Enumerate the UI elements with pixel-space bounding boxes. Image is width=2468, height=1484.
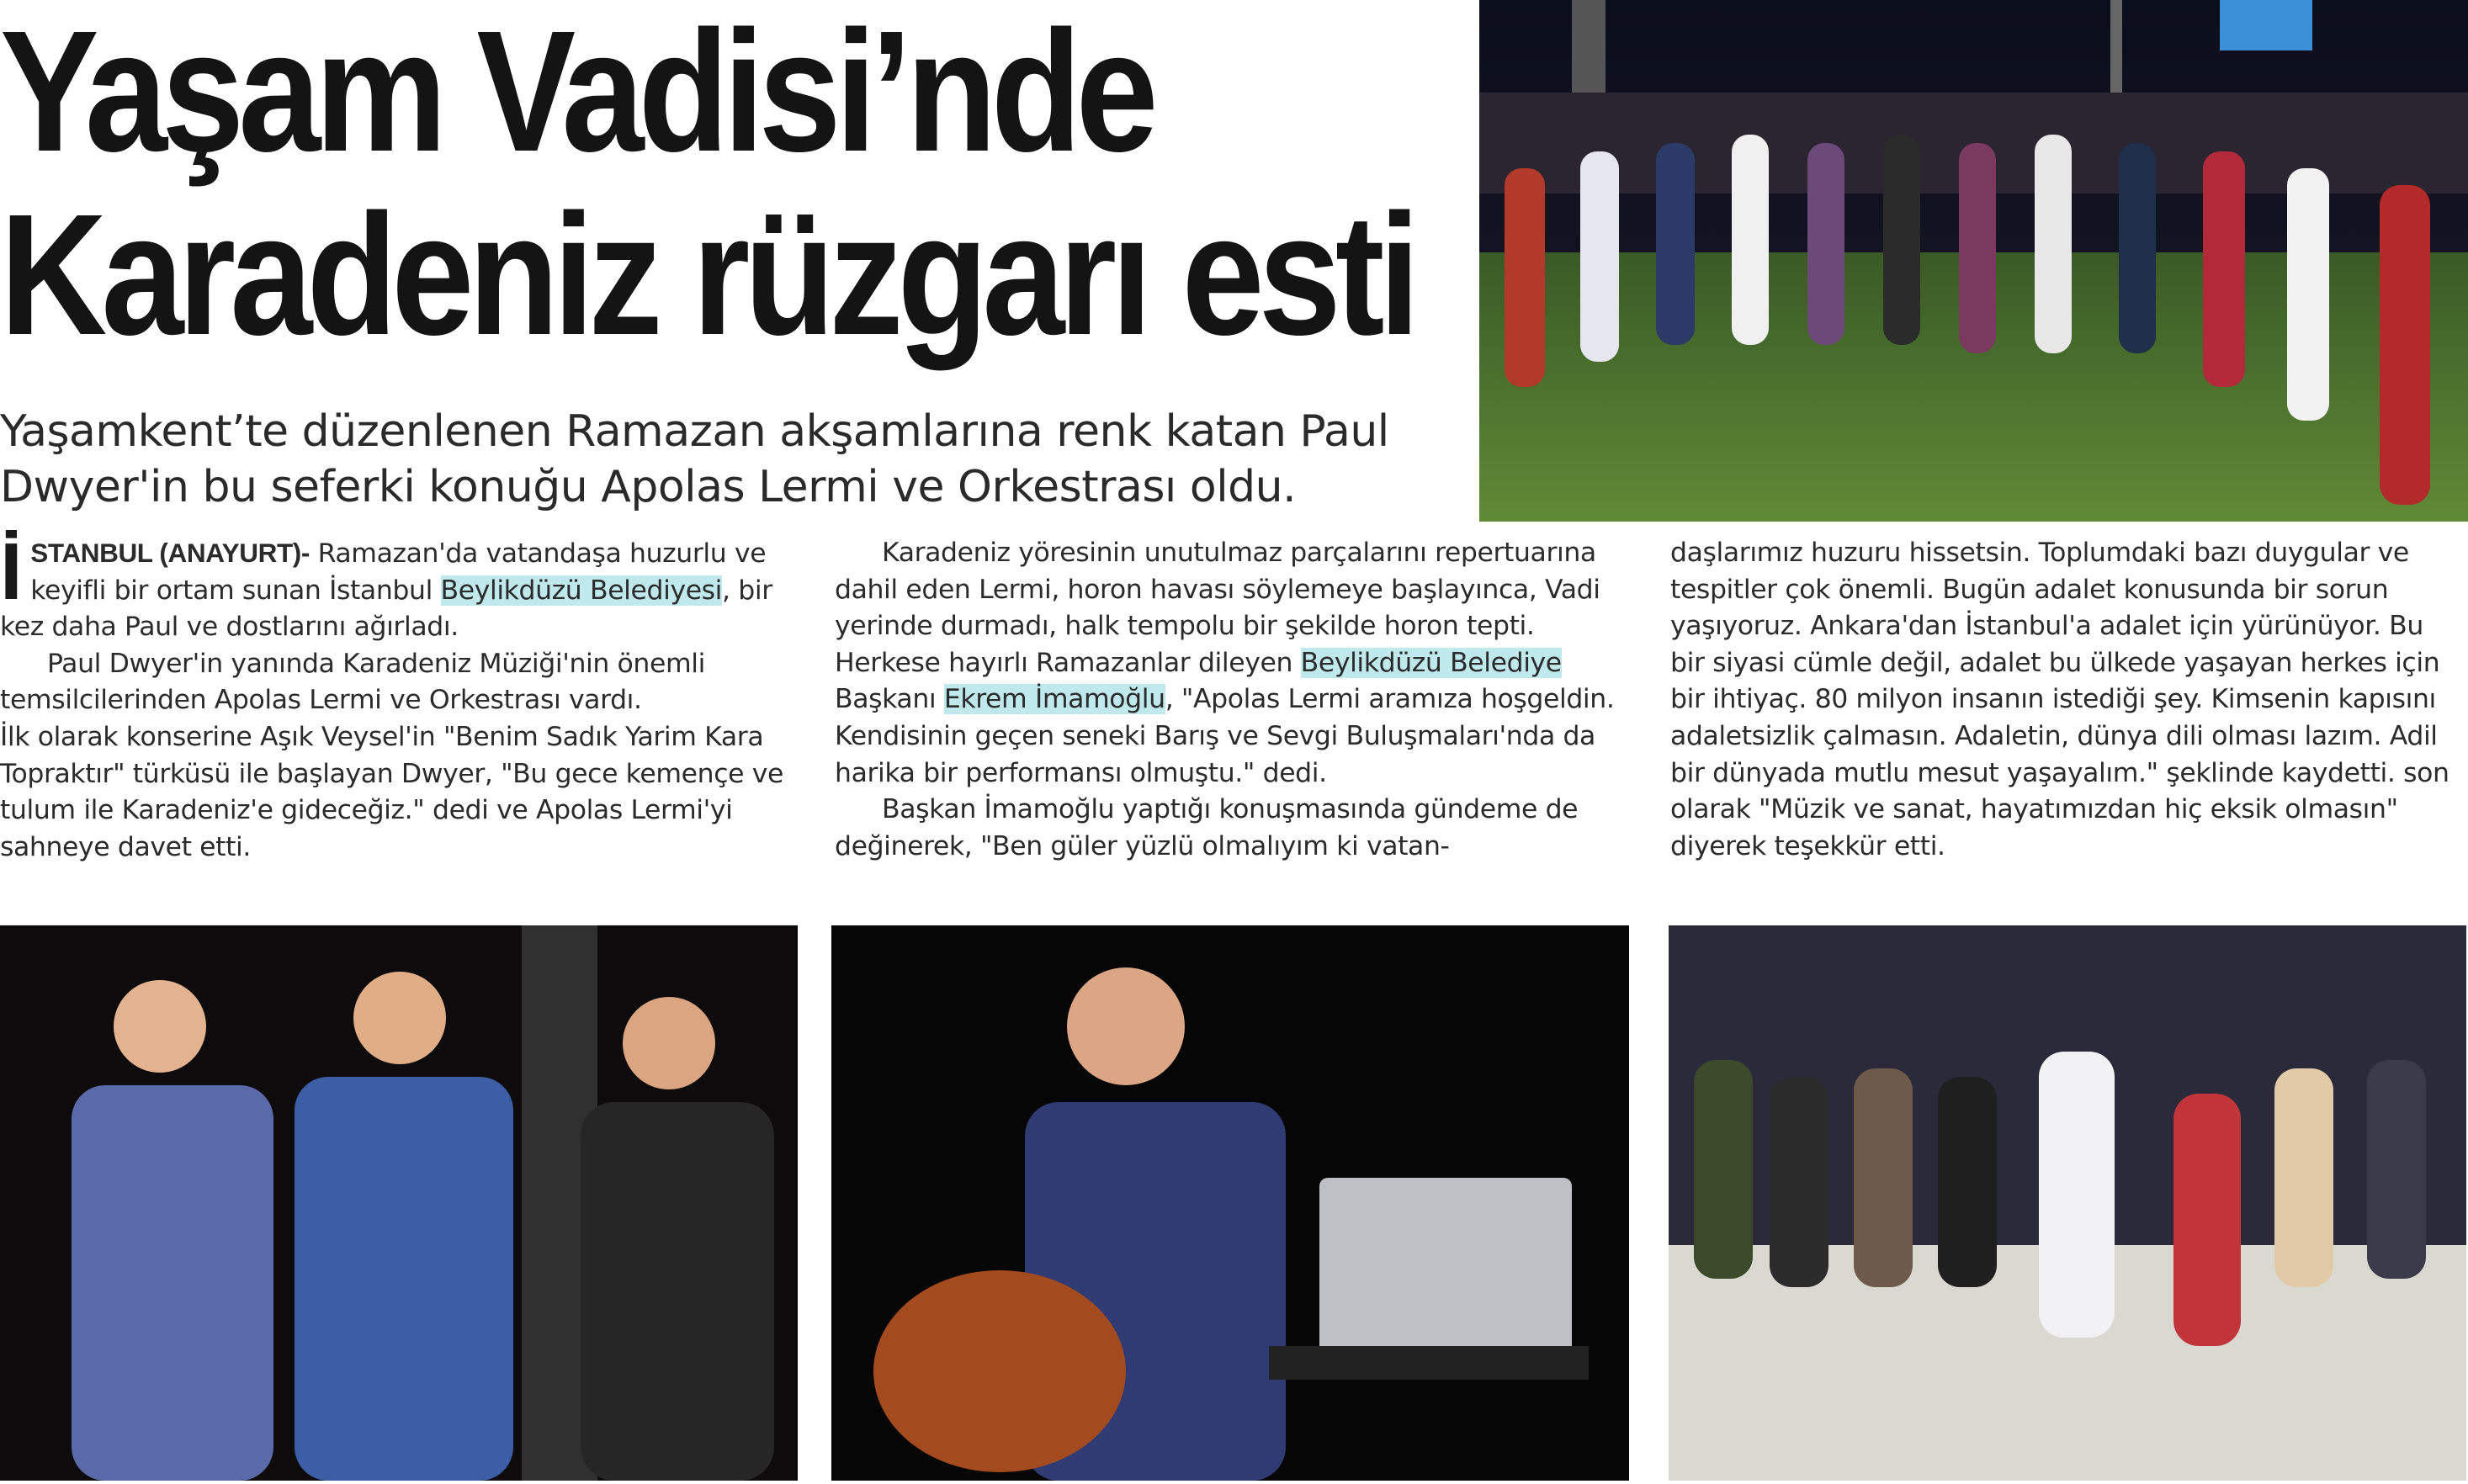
headline-line-2: Karadeniz rüzgarı esti: [0, 178, 1414, 371]
col3-paragraph-1: daşlarımız huzuru hissetsin. Toplumdaki bazı duygular ve tespitler çok önemli. Bugün adalet konusunda bir sorun yaşıyoruz. Ankara'dan İstanbul'a adalet için yürünüyor. Bu bir siyasi cümle değil, adalet bu ülkede yaşayan herkes için bir ihtiyaç. 80 milyon insanın istediği şey. Kimsenin kapısını adaletsizlik çalmasın. Adaletin, dünya dili olması lazım. Adil bir dünyada mutlu mesut yaşayalım." şeklinde kaydetti. son olarak "Müzik ve sanat, hayatımızdan hiç eksik olmasın" diyerek teşekkür etti.: [1670, 538, 2449, 861]
col1-paragraph-2: Paul Dwyer'in yanında Karadeniz Müziği'nin önemli temsilcilerinden Apolas Lermi ve Orkestrası vardı.: [0, 648, 705, 716]
dateline: STANBUL (ANAYURT)-: [30, 538, 310, 568]
photo-audience-dancing: [1669, 925, 2466, 1481]
article-column-1: [0, 527, 794, 866]
photo-stage-speakers: [0, 925, 798, 1481]
link-ekrem-imamoglu: Ekrem İmamoğlu: [943, 684, 1165, 715]
col2-p1-text-a: Karadeniz yöresinin unutulmaz parçalarını repertuarına dahil eden Lermi, horon havası söylemeye başlayınca, Vadi yerinde durmadı, halk tempolu bir şekilde horon tepti. Herkese hayırlı Ramazanlar dileyen: [835, 538, 1600, 678]
dropcap: İ: [0, 527, 23, 617]
subheadline: Yaşamkent’te düzenlenen Ramazan akşamlarına renk katan Paul Dwyer'in bu seferki konuğu Apolas Lermi ve Orkestrası oldu.: [0, 406, 1389, 512]
link-beylikduzu-belediye: Beylikdüzü Belediye: [1300, 647, 1562, 678]
col2-paragraph-2: Başkan İmamoğlu yaptığı konuşmasında gündeme de değinerek, "Ben güler yüzlü olmalıyım ki vatan-: [835, 794, 1579, 861]
link-beylikduzu-belediyesi: Beylikdüzü Belediyesi: [440, 575, 723, 606]
article-column-3: [1670, 535, 2465, 865]
photo-guitarist-laptop: [831, 925, 1629, 1481]
col1-p1-text-a: Ramazan'da vatandaşa huzurlu ve keyifli bir ortam sunan İstanbul: [30, 538, 767, 606]
col1-p1-text-b: , bir kez daha Paul ve dostlarını ağırladı.: [0, 575, 772, 643]
article-column-2: [835, 535, 1629, 865]
headline: [0, 0, 1414, 371]
col2-p1-text-c: , "Apolas Lermi aramıza hoşgeldin. Kendisinin geçen seneki Barış ve Sevgi Buluşmaları'nda da harika bir performansı olmuştu." dedi.: [835, 684, 1615, 788]
col1-paragraph-3: İlk olarak konserine Aşık Veysel'in "Benim Sadık Yarim Kara Topraktır" türküsü ile başlayan Dwyer, "Bu gece kemençe ve tulum ile Karadeniz'e gideceğiz." dedi ve Apolas Lermi'yi sahneye davet etti.: [0, 721, 783, 862]
headline-line-1: Yaşam Vadisi’nde: [0, 0, 1153, 188]
col2-p1-text-b: Başkanı: [835, 684, 944, 715]
photo-crowd-dancing: [1479, 0, 2468, 522]
